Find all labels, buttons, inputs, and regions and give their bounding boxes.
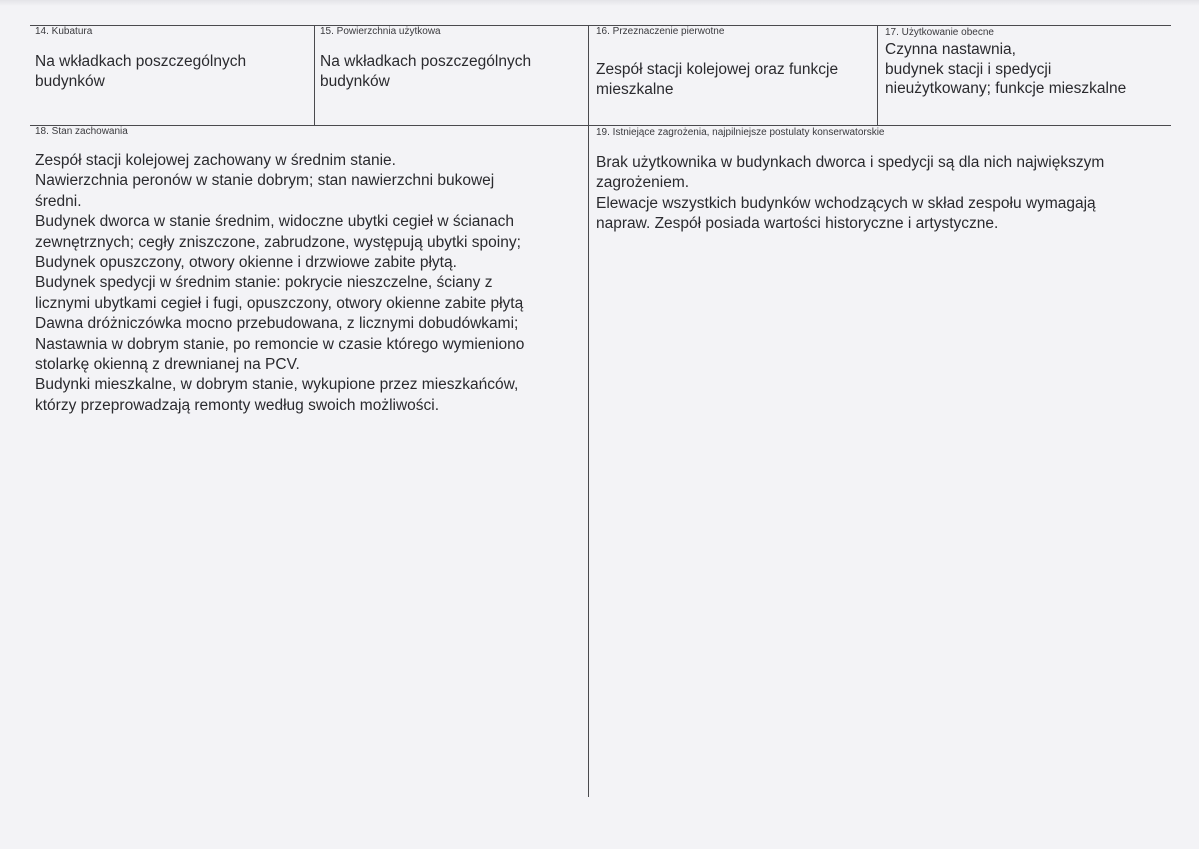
middle-rule: [30, 125, 1171, 126]
field-17-label: 17. Użytkowanie obecne: [885, 27, 994, 38]
scan-edge: [0, 0, 1199, 6]
divider-14-15: [314, 25, 315, 126]
field-17-value: Czynna nastawnia, budynek stacji i spedycji nieużytkowany; funkcje mieszkalne: [885, 41, 1127, 97]
field-19-value: Brak użytkownika w budynkach dworca i spedycji są dla nich największym zagrożeniem. Elewacje wszystkich budynków wchodzących w skład zespołu wymagają napraw. Zespół posiada wartości historyczne i artystyczne.: [596, 154, 1105, 233]
field-18-value: Zespół stacji kolejowej zachowany w średnim stanie. Nawierzchnia peronów w stanie dobrym; stan nawierzchni bukowej średni. Budynek dworca w stanie średnim, widoczne ubytki cegieł w ścianach zewnętrznych; cegły zniszczone, zabrudzone, występują ubytki spoiny; Budynek opuszczony, otwory okienne i drzwiowe zabite płytą. Budynek spedycji w średnim stanie: pokrycie nieszczelne, ściany z licznymi ubytkami cegieł i fugi, opuszczony, otwory okienne zabite płytą Dawna dróżniczówka mocno przebudowana, z licznymi dobudówkami; Nastawnia w dobrym stanie, po remoncie w czasie którego wymieniono stolarkę okienną z drewnianej na PCV. Budynki mieszkalne, w dobrym stanie, wykupione przez mieszkańców, którzy przeprowadzają remonty według swoich możliwości.: [35, 152, 525, 414]
field-16-label: 16. Przeznaczenie pierwotne: [596, 26, 725, 37]
field-18-label: 18. Stan zachowania: [35, 126, 128, 137]
field-14-label: 14. Kubatura: [35, 26, 93, 37]
field-16-value: Zespół stacji kolejowej oraz funkcje mieszkalne: [596, 61, 839, 98]
field-14-value: Na wkładkach poszczególnych budynków: [35, 53, 247, 90]
divider-16-17: [877, 25, 878, 126]
divider-main: [588, 25, 589, 797]
field-15-label: 15. Powierzchnia użytkowa: [320, 26, 441, 37]
field-15-value: Na wkładkach poszczególnych budynków: [320, 53, 532, 90]
field-19-label: 19. Istniejące zagrożenia, najpilniejsze postulaty konserwatorskie: [596, 127, 885, 138]
